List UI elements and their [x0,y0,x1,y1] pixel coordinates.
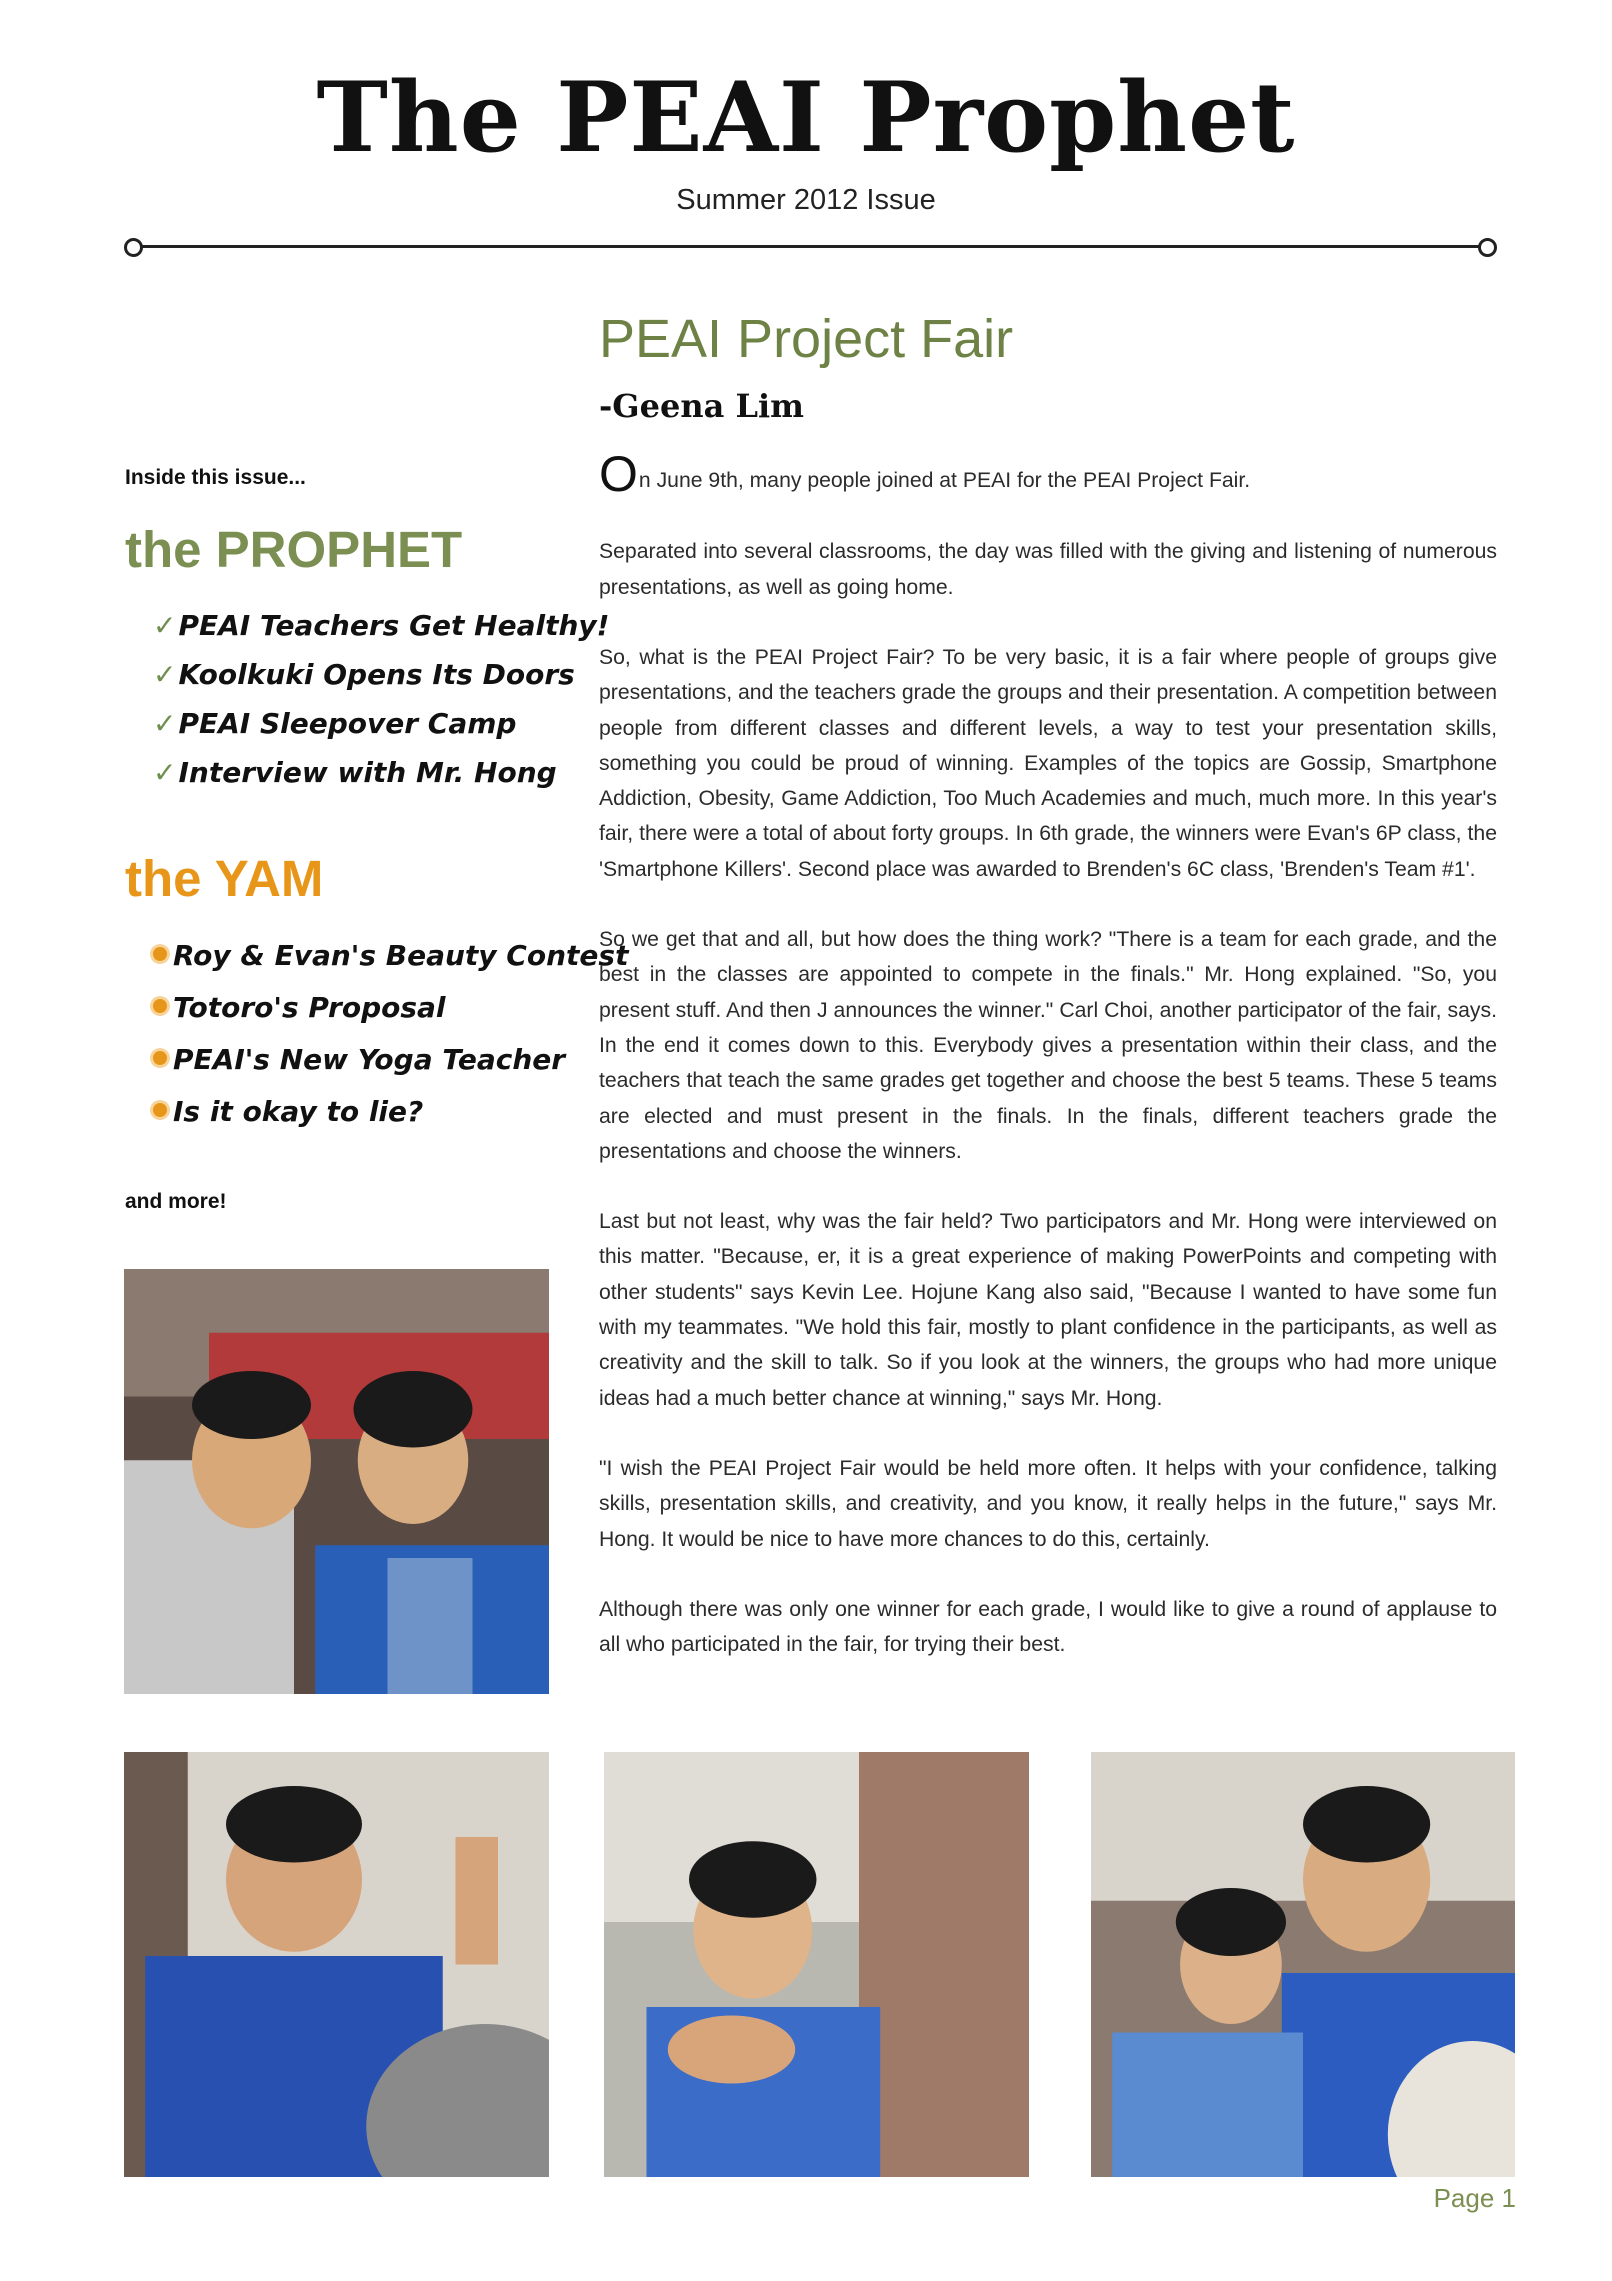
check-icon: ✓ [153,707,177,740]
article [599,310,1497,1697]
yam-list [125,930,629,1138]
prophet-list [125,601,610,797]
article-paragraph: So we get that and all, but how does the thing work? "There is a team for each grade, and the best in the classes are appointed to compete in the finals." Mr. Hong explained. "So, you present stuff. And then J announces the winner." Carl Choi, another participator of the fair, says. In the end it comes down to this. Everybody gives a presentation within their class, and the teachers that teach the same grades get together and choose the best 5 teams. These 5 teams are elected and must present in the finals. In the finals, different teachers grade the presentations and choose the winners. [599,928,1497,1163]
list-item: Roy & Evan's Beauty Contest [153,930,565,982]
yam-section-title: the YAM [125,850,324,907]
photo-student-cheering [124,1752,549,2177]
bullet-icon [153,947,167,961]
rule-end-right [1478,238,1497,257]
sidebar-contents [125,466,629,1214]
article-body [599,446,1497,1662]
issue-label: Summer 2012 Issue [676,184,936,216]
list-item: PEAI's New Yoga Teacher [153,1034,565,1086]
article-paragraph: So, what is the PEAI Project Fair? To be very basic, it is a fair where people of groups give presentations, and the teachers grade the groups and their presentation. A competition between people from different classes and different levels, a way to test your presentation skills, something you could be proud of winning. Examples of the topics are Gossip, Smartphone Addiction, Obesity, Game Addiction, Too Much Academies and much, much more. In this year's fair, there were a total of about forty groups. In 6th grade, the winners were Evan's 6P class, the 'Smartphone Killers'. Second place was awarded to Brenden's 6C class, 'Brenden's Team #1'. [599,645,1497,881]
article-byline: -Geena Lim [599,387,804,426]
masthead-title: The PEAI Prophet [316,61,1296,174]
and-more-label: and more! [125,1190,227,1213]
article-paragraph: Last but not least, why was the fair held? Two participators and Mr. Hong were interviewed on this matter. "Because, er, it is a great experience of making PowerPoints and competing with other students" says Kevin Lee. Hojune Kang also said, "Because I wanted to have some fun with my teammates. "We hold this fair, mostly to plant confidence in the participants, as well as creativity and the skill to talk. So if you look at the winners, the groups who had more unique ideas had a much better chance at winning," says Mr. Hong. [599,1210,1497,1410]
list-item: ✓Koolkuki Opens Its Doors [153,658,575,691]
check-icon: ✓ [153,609,177,642]
bullet-icon [153,1103,167,1117]
page-number: Page 1 [1433,2183,1516,2213]
photo-students-clapping [604,1752,1029,2177]
photo-students-celebrating [1091,1752,1515,2177]
rule-end-left [124,238,143,257]
list-item: Is it okay to lie? [153,1086,565,1138]
check-icon: ✓ [153,756,177,789]
check-icon: ✓ [153,658,177,691]
article-paragraph: On June 9th, many people joined at PEAI for the PEAI Project Fair. [599,446,1251,503]
bullet-icon [153,1051,167,1065]
list-item: ✓PEAI Sleepover Camp [153,707,517,740]
inside-issue-label: Inside this issue... [125,466,306,489]
list-item: Totoro's Proposal [153,982,565,1034]
header-rule [136,245,1480,248]
bullet-icon [153,999,167,1013]
list-item: ✓Interview with Mr. Hong [153,756,557,789]
drop-cap: O [599,446,638,503]
list-item: ✓PEAI Teachers Get Healthy! [153,609,610,642]
article-paragraph: Although there was only one winner for each grade, I would like to give a round of applause to all who participated in the fair, for trying their best. [599,1597,1497,1657]
article-paragraph: "I wish the PEAI Project Fair would be held more often. It helps with your confidence, talking skills, presentation skills, and creativity, and you know, it really helps in the future," says Mr. Hong. It would be nice to have more chances to do this, certainly. [599,1456,1497,1551]
photo-students-surprised [124,1269,549,1694]
article-headline: PEAI Project Fair [599,309,1014,369]
article-paragraph: Separated into several classrooms, the day was filled with the giving and listening of numerous presentations, as well as going home. [599,540,1497,599]
prophet-section-title: the PROPHET [125,521,463,578]
